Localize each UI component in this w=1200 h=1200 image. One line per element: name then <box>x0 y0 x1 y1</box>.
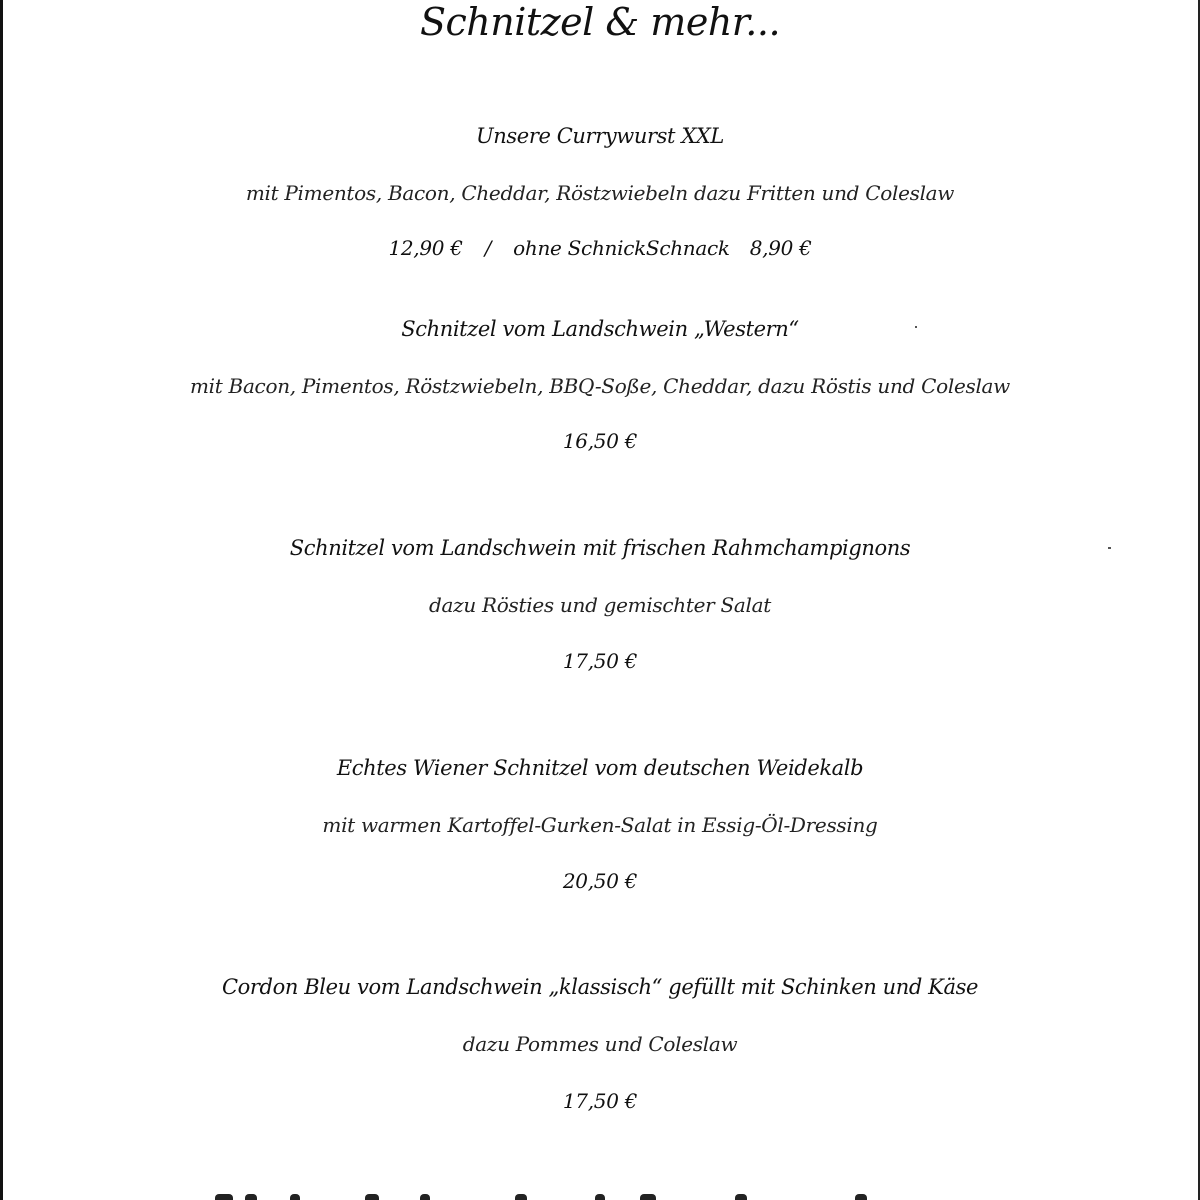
dish-price: 17,50 € <box>562 649 638 673</box>
dish-name: Cordon Bleu vom Landschwein „klassisch“ gefüllt mit Schinken und Käse <box>221 975 978 999</box>
dish-name: Schnitzel vom Landschwein „Western“ <box>401 317 799 341</box>
cropped-text-line <box>215 1188 975 1200</box>
price-separator: / <box>484 236 492 260</box>
dish-description: mit Bacon, Pimentos, Röstzwiebeln, BBQ-Soße, Cheddar, dazu Röstis und Coleslaw <box>189 374 1010 398</box>
dish-description: mit warmen Kartoffel-Gurken-Salat in Essig-Öl-Dressing <box>322 813 878 837</box>
dish-name: Schnitzel vom Landschwein mit frischen Rahmchampignons <box>289 536 911 560</box>
dish-price: 17,50 € <box>562 1089 638 1113</box>
scan-speck <box>915 326 917 328</box>
alt-price-label: ohne SchnickSchnack <box>513 236 730 260</box>
dish-description: mit Pimentos, Bacon, Cheddar, Röstzwiebeln dazu Fritten und Coleslaw <box>245 181 955 205</box>
dish-name: Unsere Currywurst XXL <box>476 124 724 148</box>
dish-price: 12,90 € <box>388 236 463 260</box>
dish-price: 16,50 € <box>562 429 638 453</box>
dish-price: 20,50 € <box>562 869 638 893</box>
alt-price: 8,90 € <box>749 236 812 260</box>
dish-price-row <box>0 236 1200 260</box>
dish-name: Echtes Wiener Schnitzel vom deutschen Weidekalb <box>336 756 864 780</box>
page-title: Schnitzel & mehr... <box>419 0 781 44</box>
dish-description: dazu Pommes und Coleslaw <box>462 1032 738 1056</box>
scan-speck <box>1108 547 1111 549</box>
dish-description: dazu Rösties und gemischter Salat <box>429 593 771 617</box>
